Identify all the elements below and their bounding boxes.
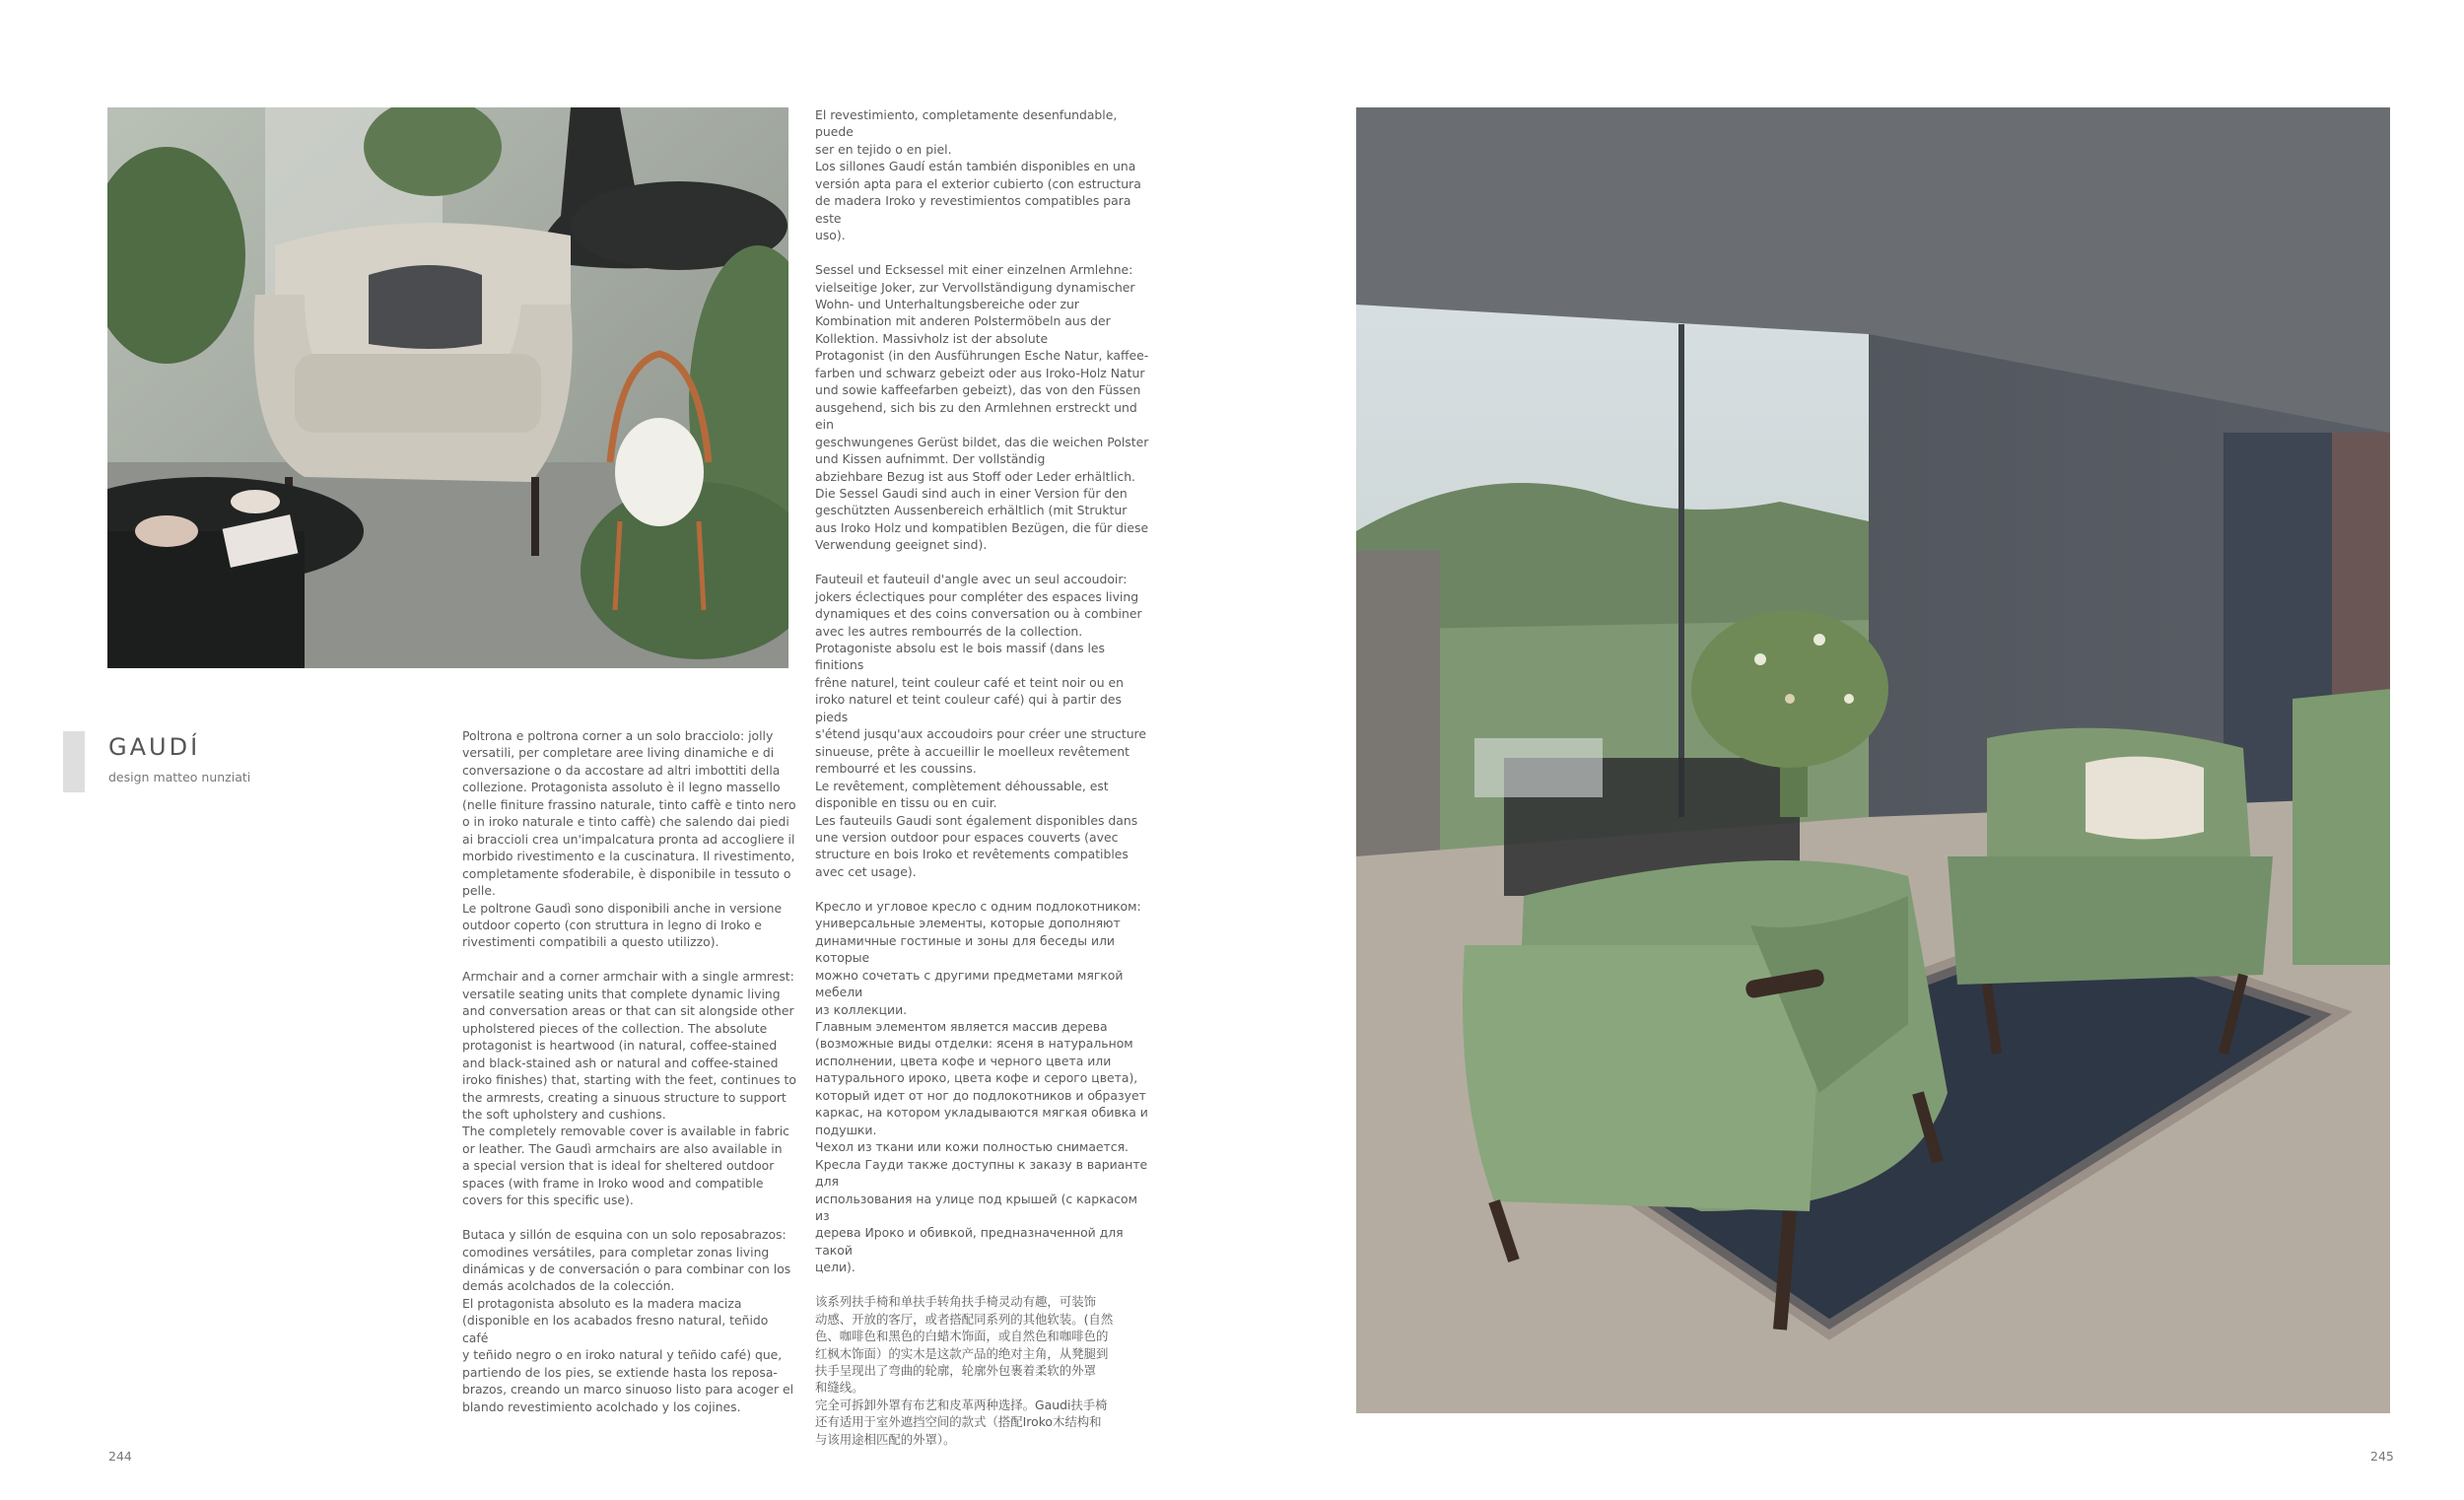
page-number-right: 245 — [2370, 1449, 2394, 1464]
paragraph-italian: Poltrona e poltrona corner a un solo bracciolo: jolly versatili, per completare aree living dinamiche e di conversazione o da accostare ad altri imbottiti della collezione. Protagonista assoluto è il legno massello (nelle finiture frassino naturale, tinto caffè e tinto nero o in iroko naturale e tinto caffè) che salendo dai piedi ai braccioli crea un'impalcatura pronta ad accogliere il morbido rivestimento e la cuscinatura. Il rivestimento, completamente sfoderabile, è disponibile in tessuto o pelle. Le poltrone Gaudì sono disponibili anche in versione outdoor coperto (con struttura in legno di Iroko e rivestimenti compatibili a questo utilizzo). — [462, 728, 796, 950]
paragraph-chinese: 该系列扶手椅和单扶手转角扶手椅灵动有趣，可装饰 动感、开放的客厅，或者搭配同系列的其他软装。(自然 色、咖啡色和黑色的白蜡木饰面，或自然色和咖啡色的 红枫木饰面）的实木是这款产品的绝对主角，从凳腿到 扶手呈现出了弯曲的轮廓，轮廓外包裹着柔软的外罩 和缝线。 完全可拆卸外罩有布艺和皮革两种选择。Gaudi扶手椅 还有适用于室外遮挡空间的款式（搭配Iroko木结构和 与该用途相匹配的外罩）。 — [815, 1294, 1114, 1447]
text-column-right — [815, 106, 1150, 1466]
photo-beige-armchair-terrace — [107, 107, 788, 668]
page-number-left: 244 — [108, 1449, 132, 1464]
text-column-left — [462, 727, 797, 1433]
paragraph-spanish-continued: El revestimiento, completamente desenfundable, puede ser en tejido o en piel. Los sillones Gaudí están también disponibles en una versión apta para el exterior cubierto (con estructura de madera Iroko y revestimientos compatibles para este uso). — [815, 107, 1141, 243]
product-designer: design matteo nunziati — [108, 770, 251, 784]
paragraph-russian: Кресло и угловое кресло с одним подлокотником: универсальные элементы, которые дополняют динамичные гостиные и зоны для беседы или которые можно сочетать с другими предметами мягкой мебели из коллекции. Главным элементом является массив дерева (возможные виды отделки: ясеня в натуральном исполнении, цвета кофе и черного цвета или натурального ироко, цвета кофе и серого цвета), который идет от ног до подлокотников и образует каркас, на котором укладываются мягкая обивка и подушки. Чехол из ткани или кожи полностью снимается. Кресла Гауди также доступны к заказу в варианте для использования на улице под крышей (с каркасом из дерева Ироко и обивкой, предназначенной для такой цели). — [815, 898, 1148, 1275]
paragraph-french: Fauteuil et fauteuil d'angle avec un seul accoudoir: jokers éclectiques pour compléter des espaces living dynamiques et des coins conversation ou à combiner avec les autres rembourrés de la collection. Protagoniste absolu est le bois massif (dans les finitions frêne naturel, teint couleur café et teint noir ou en iroko naturel et teint couleur café) qui à partir des pieds s'étend jusqu'aux accoudoirs pour créer une structure sinueuse, prête à accueillir le moelleux revêtement rembourré et les coussins. Le revêtement, complètement déhoussable, est disponible en tissu ou en cuir. Les fauteuils Gaudi sont également disponibles dans une version outdoor pour espaces couverts (avec structure en bois Iroko et revêtements compatibles avec cet usage). — [815, 572, 1146, 879]
title-accent-bar — [63, 731, 85, 792]
paragraph-english: Armchair and a corner armchair with a single armrest: versatile seating units that complete dynamic living and conversation areas or that can sit alongside other upholstered pieces of the collection. The absolute protagonist is heartwood (in natural, coffee-stained and black-stained ash or natural and coffee-stained iroko finishes) that, starting with the feet, continues to the armrests, creating a sinuous structure to support the soft upholstery and cushions. The completely removable cover is available in fabric or leather. The Gaudì armchairs are also available in a special version that is ideal for sheltered outdoor spaces (with frame in Iroko wood and compatible covers for this specific use). — [462, 969, 796, 1208]
paragraph-german: Sessel und Ecksessel mit einer einzelnen Armlehne: vielseitige Joker, zur Vervollständigung dynamischer Wohn- und Unterhaltungsbereiche oder zur Kombination mit anderen Polstermöbeln aus der Kollektion. Massivholz ist der absolute Protagonist (in den Ausführungen Esche Natur, kaffee- farben und schwarz gebeizt oder aus Iroko-Holz Natur und sowie kaffeefarben gebeizt), das von den Füssen ausgehend, sich bis zu den Armlehnen erstreckt und ein geschwungenes Gerüst bildet, das die weichen Polster und Kissen aufnimmt. Der vollständig abziehbare Bezug ist aus Stoff oder Leder erhältlich. Die Sessel Gaudi sind auch in einer Version für den geschützten Aussenbereich erhältlich (mit Struktur aus Iroko Holz und kompatiblen Bezügen, die für diese Verwendung geeignet sind). — [815, 262, 1149, 553]
product-title: GAUDÍ — [108, 733, 201, 761]
paragraph-spanish: Butaca y sillón de esquina con un solo reposabrazos: comodines versátiles, para completar zonas living dinámicas y de conversación o para combinar con los demás acolchados de la colección. El protagonista absoluto es la madera maciza (disponible en los acabados fresno natural, teñido café y teñido negro o en iroko natural y teñido café) que, partiendo de los pies, se extiende hasta los reposa- brazos, creando un marco sinuoso listo para acoger el blando revestimiento acolchado y los cojines. — [462, 1227, 794, 1414]
photo-green-armchairs-living-room — [1356, 107, 2390, 1413]
